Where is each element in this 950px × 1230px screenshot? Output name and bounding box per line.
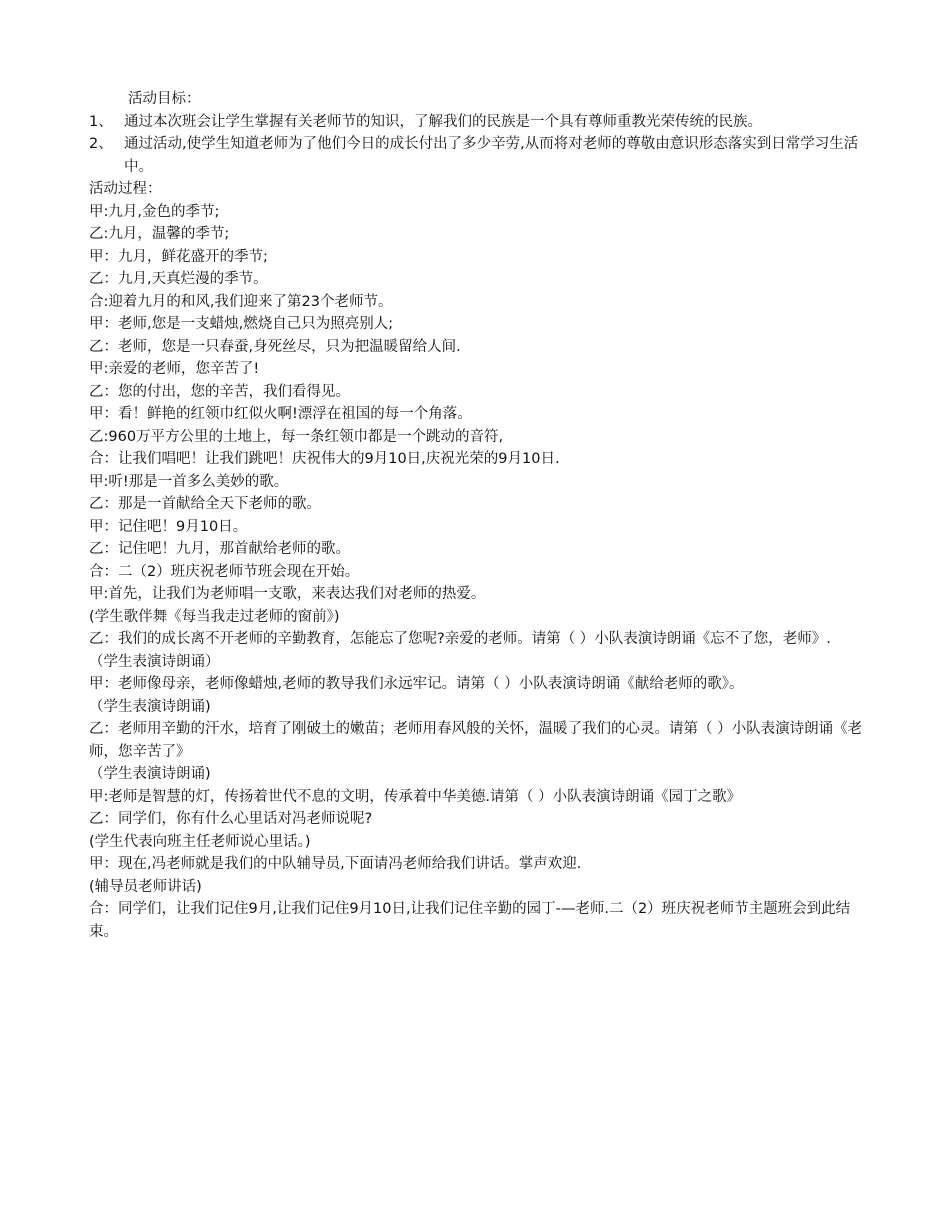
goal-item [89, 133, 879, 178]
script-line: 乙:九月，温馨的季节; [89, 226, 230, 242]
goal-number: 1、 [89, 113, 113, 130]
script-line: 甲：看！鲜艳的红领巾红似火啊!漂浮在祖国的每一个角落。 [89, 406, 472, 422]
stage-direction: (学生代表向班主任老师说心里话。) [89, 833, 311, 850]
stage-direction: （学生表演诗朗诵) [89, 698, 211, 715]
script-line: 甲：老师像母亲，老师像蜡烛,老师的教导我们永远牢记。请第（ ）小队表演诗朗诵《献给老师的歌》。 [89, 676, 744, 692]
script-line: 甲:首先，让我们为老师唱一支歌，来表达我们对老师的热爱。 [89, 586, 486, 602]
script-line: 甲:老师是智慧的灯，传扬着世代不息的文明，传承着中华美德.请第（ ）小队表演诗朗诵《园丁之歌》 [89, 788, 742, 805]
script-line: 合：二（2）班庆祝老师节班会现在开始。 [89, 563, 360, 580]
script-line: 合：同学们，让我们记住9月,让我们记住9月10日,让我们记住辛勤的园丁-—老师.二（2）班庆祝老师节主题班会到此结束。 [89, 901, 851, 940]
script-line: 甲：老师,您是一支蜡烛,燃烧自己只为照亮别人; [89, 316, 394, 332]
goal-text: 通过本次班会让学生掌握有关老师节的知识，了解我们的民族是一个具有尊师重教光荣传统的民族。 [124, 113, 762, 130]
process-heading: 活动过程： [89, 181, 162, 197]
stage-direction: （学生表演诗朗诵） [89, 653, 220, 670]
stage-direction: （学生表演诗朗诵) [89, 766, 211, 782]
goal-heading: 活动目标： [128, 91, 201, 107]
goal-text: 通过活动,使学生知道老师为了他们今日的成长付出了多少辛劳,从而将对老师的尊敬由意识形态落实到日常学习生活中。 [124, 136, 859, 175]
script-line: 甲：记住吧！9月10日。 [89, 518, 248, 535]
script-line: 甲：现在,冯老师就是我们的中队辅导员,下面请冯老师给我们讲话。掌声欢迎. [89, 856, 582, 872]
script-line: 乙：您的付出，您的辛苦，我们看得见。 [89, 383, 350, 400]
script-line: 乙：老师，您是一只春蚕,身死丝尽，只为把温暖留给人间. [89, 338, 461, 355]
script-line: 合：让我们唱吧！让我们跳吧！庆祝伟大的9月10日,庆祝光荣的9月10日. [89, 451, 560, 467]
stage-direction: (学生歌伴舞《每当我走过老师的窗前》) [89, 608, 340, 625]
script-line: 甲：九月，鲜花盛开的季节; [89, 248, 268, 265]
script-line: 乙：记住吧！九月，那首献给老师的歌。 [89, 541, 350, 557]
script-line: 甲:九月,金色的季节; [89, 203, 220, 220]
goal-number: 2、 [89, 136, 113, 152]
script-line: 乙：老师用辛勤的汗水，培育了刚破土的嫩苗；老师用春风般的关怀，温暖了我们的心灵。请第（ ）小队表演诗朗诵《老师，您辛苦了》 [89, 721, 863, 760]
script-line: 乙：同学们，你有什么心里话对冯老师说呢? [89, 811, 373, 827]
script-line: 乙：我们的成长离不开老师的辛勤教育，怎能忘了您呢?亲爱的老师。请第（ ）小队表演诗朗诵《忘不了您，老师》. [89, 631, 831, 647]
stage-direction: (辅导员老师讲话) [89, 878, 202, 895]
script-line: 乙：那是一首献给全天下老师的歌。 [89, 496, 321, 512]
goal-item [89, 111, 879, 134]
script-line: 甲:亲爱的老师，您辛苦了! [89, 361, 260, 377]
script-line: 合:迎着九月的和风,我们迎来了第23个老师节。 [89, 293, 393, 310]
document-body [89, 88, 879, 943]
script-line: 乙:960万平方公里的土地上，每一条红领巾都是一个跳动的音符, [89, 428, 504, 445]
script-line: 乙：九月,天真烂漫的季节。 [89, 271, 268, 287]
script-line: 甲:听!那是一首多么美妙的歌。 [89, 473, 289, 490]
